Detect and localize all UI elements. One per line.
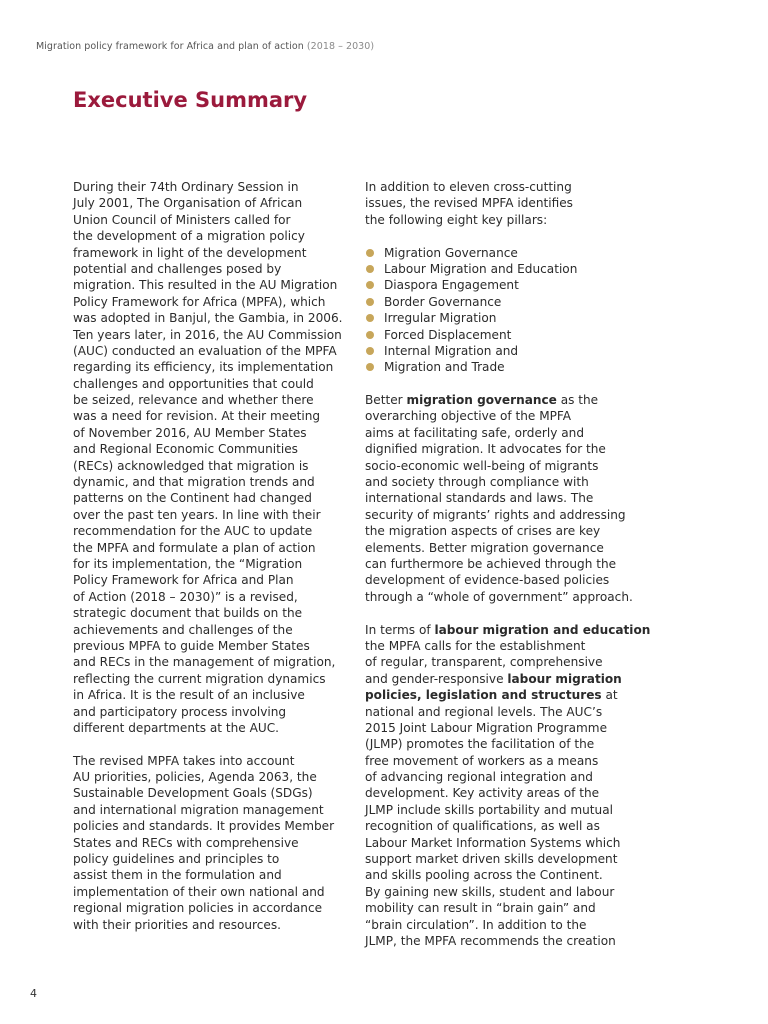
text-line: development of evidence-based policies xyxy=(365,573,610,588)
text-line: the MPFA calls for the establishment xyxy=(365,638,586,653)
pillar-list-item xyxy=(365,261,640,277)
text-line: recognition of qualifications, as well as xyxy=(365,819,600,834)
text-line: and society through compliance with xyxy=(365,475,589,490)
text-line: In addition to eleven cross-cutting xyxy=(365,180,572,194)
right-column xyxy=(365,179,651,949)
pillar-list-item xyxy=(365,359,640,375)
text-line: Labour Market Information Systems which xyxy=(365,835,621,850)
pillars-intro-paragraph xyxy=(365,179,640,228)
text-line: Union Council of Ministers called for xyxy=(73,212,291,227)
text-line: support market driven skills development xyxy=(365,852,618,867)
text-line: the following eight key pillars: xyxy=(365,212,548,227)
bullet-dot-icon xyxy=(366,265,374,273)
revised-mpfa-paragraph xyxy=(73,753,335,933)
text-line: regional migration policies in accordance xyxy=(73,901,323,916)
text-line: and Regional Economic Communities xyxy=(73,442,298,457)
text-line: the migration aspects of crises are key xyxy=(365,524,601,539)
bullet-dot-icon xyxy=(366,314,374,322)
running-header xyxy=(36,41,374,52)
text-line: was a need for revision. At their meeting xyxy=(73,409,321,424)
pillar-label: Migration and Trade xyxy=(384,360,505,375)
text-line: reflecting the current migration dynamics xyxy=(73,671,326,686)
bullet-dot-icon xyxy=(366,249,374,257)
text-line: regarding its efficiency, its implementation xyxy=(73,360,334,375)
pillar-list-item xyxy=(365,277,640,293)
text-line: assist them in the formulation and xyxy=(73,868,282,883)
text-line: policy guidelines and principles to xyxy=(73,852,280,867)
text-line: (JLMP) promotes the facilitation of the xyxy=(365,737,595,752)
pillar-label: Labour Migration and Education xyxy=(384,261,578,276)
text-line: through a “whole of government” approach. xyxy=(365,589,633,604)
text-line: By gaining new skills, student and labour xyxy=(365,884,615,899)
text-line: national and regional levels. The AUC’s xyxy=(365,704,603,719)
text-line: elements. Better migration governance xyxy=(365,540,604,555)
text-line: Better migration governance as the xyxy=(365,393,599,408)
bullet-dot-icon xyxy=(366,331,374,339)
text-line: mobility can result in “brain gain” and xyxy=(365,901,596,916)
pillar-label: Border Governance xyxy=(384,294,502,309)
intro-paragraph xyxy=(73,179,343,736)
text-line: the MPFA and formulate a plan of action xyxy=(73,540,316,555)
text-line: over the past ten years. In line with their xyxy=(73,507,321,522)
text-line: overarching objective of the MPFA xyxy=(365,409,572,424)
pillar-label: Irregular Migration xyxy=(384,311,497,326)
left-column xyxy=(73,179,343,933)
text-line: 2015 Joint Labour Migration Programme xyxy=(365,720,608,735)
text-line: previous MPFA to guide Member States xyxy=(73,638,310,653)
bullet-dot-icon xyxy=(366,347,374,355)
policies-legislation-emphasis: policies, legislation and structures xyxy=(365,688,602,703)
page-title: Executive Summary xyxy=(73,88,308,112)
pillar-label: Diaspora Engagement xyxy=(384,278,519,293)
pillar-list-item xyxy=(365,245,640,261)
labour-migration-emphasis: labour migration xyxy=(507,671,622,686)
text-line: (AUC) conducted an evaluation of the MPFA xyxy=(73,343,337,358)
text-line: in Africa. It is the result of an inclusive xyxy=(73,688,305,703)
bullet-dot-icon xyxy=(366,298,374,306)
pillar-label: Migration Governance xyxy=(384,245,518,260)
text-line: Policy Framework for Africa (MPFA), which xyxy=(73,294,326,309)
pillar-list-item xyxy=(365,294,640,310)
text-line: and international migration management xyxy=(73,802,324,817)
text-line: potential and challenges posed by xyxy=(73,261,282,276)
text-line: of November 2016, AU Member States xyxy=(73,425,307,440)
document-title: Migration policy framework for Africa and plan of action xyxy=(36,41,304,52)
text-line: be seized, relevance and whether there xyxy=(73,393,314,408)
text-line: security of migrants’ rights and addressing xyxy=(365,507,626,522)
text-line: strategic document that builds on the xyxy=(73,606,303,621)
text-line: JLMP include skills portability and mutual xyxy=(365,802,613,817)
text-line: development. Key activity areas of the xyxy=(365,786,600,801)
text-line: different departments at the AUC. xyxy=(73,720,280,735)
text-line: dignified migration. It advocates for the xyxy=(365,442,606,457)
text-line: the development of a migration policy xyxy=(73,229,305,244)
text-line: July 2001, The Organisation of African xyxy=(73,196,303,211)
pillar-list-item xyxy=(365,343,640,359)
text-line: JLMP, the MPFA recommends the creation xyxy=(365,933,616,948)
text-line: of Action (2018 – 2030)” is a revised, xyxy=(73,589,298,604)
pillar-list-item xyxy=(365,327,640,343)
text-line: patterns on the Continent had changed xyxy=(73,491,312,506)
text-line: States and RECs with comprehensive xyxy=(73,835,299,850)
bullet-dot-icon xyxy=(366,363,374,371)
text-line: policies, legislation and structures at xyxy=(365,688,618,703)
text-line: The revised MPFA takes into account xyxy=(73,753,295,768)
text-line: of advancing regional integration and xyxy=(365,770,593,785)
text-line: socio-economic well-being of migrants xyxy=(365,458,599,473)
text-line: free movement of workers as a means xyxy=(365,753,599,768)
text-line: with their priorities and resources. xyxy=(73,917,282,932)
text-line: Ten years later, in 2016, the AU Commission xyxy=(73,327,342,342)
text-line: and skills pooling across the Continent. xyxy=(365,868,603,883)
text-line: aims at facilitating safe, orderly and xyxy=(365,425,584,440)
text-line: dynamic, and that migration trends and xyxy=(73,475,315,490)
text-line: Sustainable Development Goals (SDGs) xyxy=(73,786,313,801)
text-line: achievements and challenges of the xyxy=(73,622,293,637)
pillar-label: Forced Displacement xyxy=(384,327,512,342)
text-line: international standards and laws. The xyxy=(365,491,594,506)
pillar-list-item xyxy=(365,310,640,326)
text-line: (RECs) acknowledged that migration is xyxy=(73,458,309,473)
pillars-list xyxy=(365,245,640,376)
text-line: migration. This resulted in the AU Migration xyxy=(73,278,338,293)
page-number: 4 xyxy=(30,987,37,1000)
text-line: challenges and opportunities that could xyxy=(73,376,314,391)
text-line: framework in light of the development xyxy=(73,245,307,260)
migration-governance-emphasis: migration governance xyxy=(406,393,557,408)
text-line: recommendation for the AUC to update xyxy=(73,524,313,539)
text-line: and gender-responsive labour migration xyxy=(365,671,622,686)
document-years: (2018 – 2030) xyxy=(306,41,375,52)
text-line: of regular, transparent, comprehensive xyxy=(365,655,603,670)
text-line: During their 74th Ordinary Session in xyxy=(73,180,299,194)
text-line: In terms of labour migration and education xyxy=(365,622,651,637)
governance-paragraph xyxy=(365,392,640,605)
text-line: policies and standards. It provides Member xyxy=(73,819,335,834)
bullet-dot-icon xyxy=(366,281,374,289)
text-line: implementation of their own national and xyxy=(73,884,325,899)
text-line: and participatory process involving xyxy=(73,704,287,719)
text-line: can furthermore be achieved through the xyxy=(365,556,617,571)
text-line: and RECs in the management of migration, xyxy=(73,655,336,670)
pillar-label: Internal Migration and xyxy=(384,343,519,358)
text-line: for its implementation, the “Migration xyxy=(73,556,303,571)
text-line: issues, the revised MPFA identifies xyxy=(365,196,573,211)
text-line: Policy Framework for Africa and Plan xyxy=(73,573,294,588)
text-line: “brain circulation”. In addition to the xyxy=(365,917,587,932)
text-line: was adopted in Banjul, the Gambia, in 2006. xyxy=(73,311,343,326)
text-line: AU priorities, policies, Agenda 2063, the xyxy=(73,770,317,785)
labour-migration-education-emphasis: labour migration and education xyxy=(434,622,651,637)
labour-paragraph xyxy=(365,622,651,950)
